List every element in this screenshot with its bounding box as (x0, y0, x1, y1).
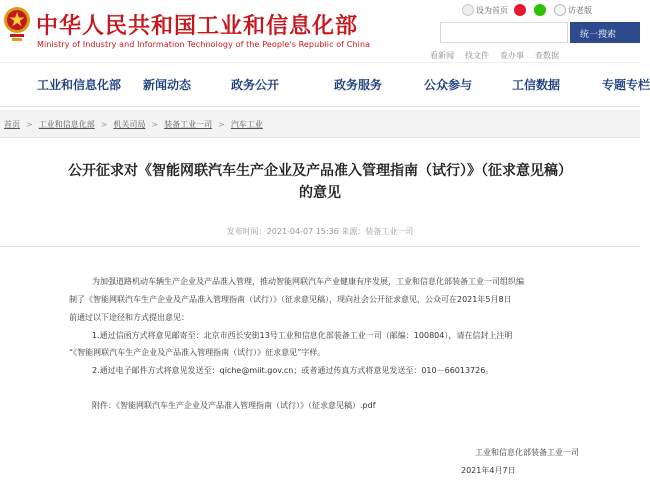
old-version-link[interactable] (554, 4, 592, 16)
search-input[interactable] (440, 22, 568, 43)
quick-link-services[interactable]: 查办事 (500, 51, 524, 60)
breadcrumb-separator: > (100, 120, 108, 129)
article-meta: 发布时间：2021-04-07 15:36 来源：装备工业一司 (226, 227, 414, 236)
search-button[interactable]: 统一搜索 (570, 22, 640, 43)
paragraph-1c: 前通过以下途径和方式提出意见： (69, 313, 189, 322)
site-header (0, 0, 640, 62)
breadcrumb-home[interactable]: 首页 (4, 120, 20, 129)
weibo-icon (514, 4, 526, 16)
breadcrumb-bureaus[interactable]: 机关司局 (113, 120, 146, 129)
nav-item-gov-affairs[interactable]: 政务公开 (231, 78, 280, 92)
paragraph-2a: 1.通过信函方式将意见邮寄至：北京市西长安街13号工业和信息化部装备工业一司（邮编：100804），请在信封上注明 (92, 331, 513, 340)
article-title-line2: 的意见 (299, 185, 341, 201)
accessibility-icon (554, 4, 566, 16)
home-icon (462, 4, 474, 16)
breadcrumb-separator: > (218, 120, 225, 129)
nav-item-services[interactable]: 政务服务 (334, 78, 383, 92)
divider (0, 246, 640, 247)
site-subtitle: Ministry of Industry and Information Technology of the People's Republic of China (37, 40, 371, 49)
paragraph-1b: 制了《智能网联汽车生产企业及产品准入管理指南（试行）》（征求意见稿），现向社会公开征求意见，公众可在2021年5月8日 (69, 295, 512, 304)
breadcrumb-separator: > (26, 120, 33, 129)
header-tools (462, 3, 598, 17)
nav-item-topics[interactable]: 专题专栏 (602, 78, 650, 92)
breadcrumb-ministry[interactable]: 工业和信息化部 (38, 120, 95, 129)
paragraph-1a: 为加强道路机动车辆生产企业及产品准入管理，推动智能网联汽车产业健康有序发展，工业和信息化部装备工业一司组织编 (92, 277, 524, 286)
quick-link-data[interactable]: 查数据 (535, 51, 559, 60)
attachment-link[interactable]: 附件：《智能网联汽车生产企业及产品准入管理指南（试行）》（征求意见稿）.pdf (92, 401, 376, 410)
quick-links (430, 50, 570, 61)
set-homepage-label: 设为首页 (476, 5, 508, 15)
nav-item-news[interactable]: 新闻动态 (143, 78, 192, 92)
weixin-link[interactable] (534, 4, 548, 16)
breadcrumb (0, 110, 640, 138)
breadcrumb-auto-industry[interactable]: 汽车工业 (230, 120, 263, 129)
breadcrumb-equipment-dept[interactable]: 装备工业一司 (164, 120, 213, 129)
nav-item-participation[interactable]: 公众参与 (424, 78, 473, 92)
set-homepage-link[interactable] (462, 4, 508, 16)
nav-item-ministry[interactable]: 工业和信息化部 (37, 78, 122, 92)
article-title (0, 160, 640, 204)
site-title[interactable]: 中华人民共和国工业和信息化部 (36, 14, 359, 39)
main-nav (0, 62, 650, 107)
weixin-icon (534, 4, 546, 16)
national-emblem-icon[interactable] (2, 2, 32, 52)
article-title-line1: 公开征求对《智能网联汽车生产企业及产品准入管理指南（试行）》（征求意见稿） (68, 163, 572, 179)
signature: 工业和信息化部装备工业一司 (475, 448, 579, 457)
signature-date: 2021年4月7日 (461, 466, 516, 475)
weibo-link[interactable] (514, 4, 528, 16)
nav-item-data[interactable]: 工信数据 (512, 78, 561, 92)
paragraph-3: 2.通过电子邮件方式将意见发送至：qiche@miit.gov.cn；或者通过传真方式将意见发送至：010－66013726。 (92, 366, 494, 375)
old-version-label: 访老版 (568, 5, 592, 15)
quick-link-files[interactable]: 找文件 (465, 51, 489, 60)
quick-link-news[interactable]: 看新闻 (430, 51, 454, 60)
breadcrumb-separator: > (151, 120, 159, 129)
paragraph-2b: “《智能网联汽车生产企业及产品准入管理指南（试行）》征求意见”字样。 (69, 348, 326, 357)
